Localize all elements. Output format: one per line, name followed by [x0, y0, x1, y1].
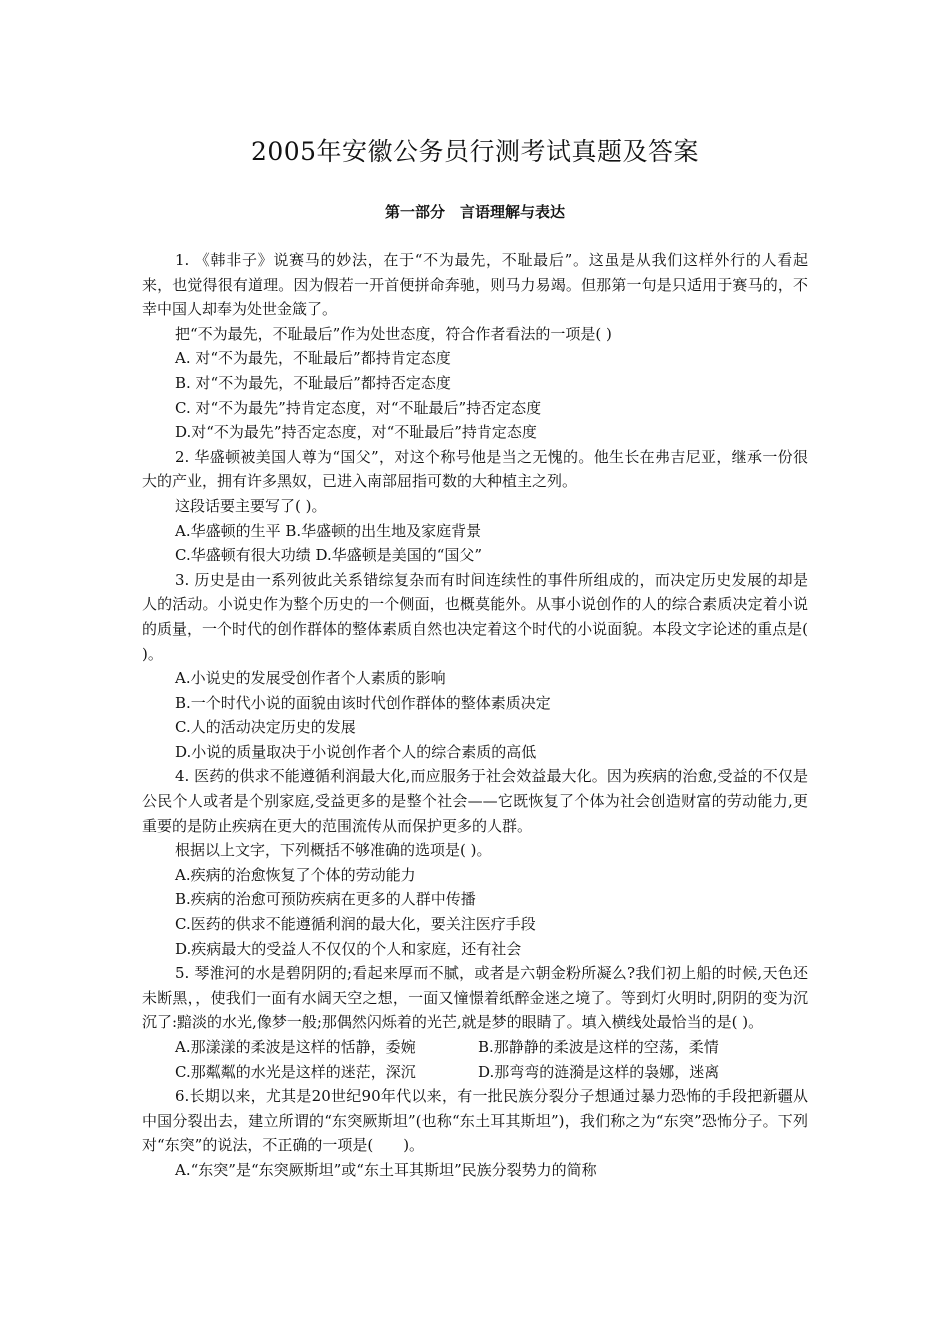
question-3-option-b: B.一个时代小说的面貌由该时代创作群体的整体素质决定 — [175, 693, 551, 712]
question-4-option-b: B.疾病的治愈可预防疾病在更多的人群中传播 — [175, 890, 476, 909]
section-heading: 第一部分 言语理解与表达 — [384, 203, 565, 221]
question-1-option-d: D.对“不为最先”持否定态度，对“不耻最后”持肯定态度 — [175, 423, 537, 442]
question-5-option-c: C.那粼粼的水光是这样的迷茫，深沉 — [175, 1062, 416, 1081]
question-5-option-a: A.那漾漾的柔波是这样的恬静，委婉 — [175, 1038, 416, 1056]
question-4-passage: 4. 医药的供求不能遵循利润最大化,而应服务于社会效益最大化。因为疾病的治愈,受益的不仅是公民个人或者是个别家庭,受益更多的是整个社会——它既恢复了个体为社会创造财富的劳动能力,更重要的是防止疾病在更大的范围流传从而保护更多的人群。 — [142, 767, 808, 835]
question-1-option-c: C. 对“不为最先”持肯定态度，对“不耻最后”持否定态度 — [175, 398, 542, 417]
question-2-passage: 2. 华盛顿被美国人尊为“国父”，对这个称号他是当之无愧的。他生长在弗吉尼亚，继承一份很大的产业，拥有许多黑奴，已进入南部屈指可数的大种植主之列。 — [142, 447, 808, 491]
question-1-option-a: A. 对“不为最先，不耻最后”都持肯定态度 — [175, 349, 451, 368]
question-3-option-a: A.小说史的发展受创作者个人素质的影响 — [175, 669, 446, 688]
question-5-option-b: B.那静静的柔波是这样的空荡，柔情 — [478, 1038, 719, 1056]
question-3-option-d: D.小说的质量取决于小说创作者个人的综合素质的高低 — [175, 742, 537, 761]
question-2-prompt: 这段话要主要写了( )。 — [175, 496, 327, 515]
question-5-options-row-1 — [142, 1035, 808, 1060]
question-4-option-c: C.医药的供求不能遵循利润的最大化，要关注医疗手段 — [175, 915, 536, 934]
question-2-options-cd: C.华盛顿有很大功绩 D.华盛顿是美国的“国父” — [175, 546, 483, 565]
question-6-option-a: A.“东突”是“东突厥斯坦”或“东土耳其斯坦”民族分裂势力的简称 — [175, 1160, 597, 1179]
question-1-option-b: B. 对“不为最先，不耻最后”都持否定态度 — [175, 373, 451, 392]
question-4-prompt: 根据以上文字，下列概括不够准确的选项是( )。 — [175, 841, 492, 860]
document-body — [142, 248, 808, 1183]
question-4-option-a: A.疾病的治愈恢复了个体的劳动能力 — [175, 865, 416, 884]
question-3-passage: 3. 历史是由一系列彼此关系错综复杂而有时间连续性的事件所组成的，而决定历史发展的却是人的活动。小说史作为整个历史的一个侧面，也概莫能外。从事小说创作的人的综合素质决定着小说的质量，一个时代的创作群体的整体素质自然也决定着这个时代的小说面貌。本段文字论述的重点是( )。 — [142, 570, 808, 663]
question-5-options-row-2 — [142, 1060, 808, 1085]
question-6-passage: 6.长期以来，尤其是20世纪90年代以来，有一批民族分裂分子想通过暴力恐怖的手段把新疆从中国分裂出去，建立所谓的“东突厥斯坦”(也称“东土耳其斯坦”)，我们称之为“东突”恐怖分子。下列对“东突”的说法，不正确的一项是( )。 — [142, 1087, 808, 1155]
question-1-passage: 1. 《韩非子》说赛马的妙法，在于“不为最先，不耻最后”。这虽是从我们这样外行的人看起来，也觉得很有道理。因为假若一开首便拼命奔驰，则马力易竭。但那第一句是只适用于赛马的，不幸中国人却奉为处世金箴了。 — [142, 251, 808, 319]
page-title: 2005年安徽公务员行测考试真题及答案 — [250, 137, 700, 166]
question-4-option-d: D.疾病最大的受益人不仅仅的个人和家庭，还有社会 — [175, 939, 522, 958]
question-5-passage: 5. 琴淮河的水是碧阴阴的;看起来厚而不腻，或者是六朝金粉所凝么?我们初上船的时候,天色还未断黑，，使我们一面有水阔天空之想，一面又憧憬着纸醉金迷之境了。等到灯火明时,阴阴的变为沉沉了:黯淡的水光,像梦一般;那偶然闪烁着的光芒,就是梦的眼睛了。填入横线处最恰当的是( )。 — [142, 964, 808, 1032]
question-3-option-c: C.人的活动决定历史的发展 — [175, 718, 356, 737]
question-5-option-d: D.那弯弯的涟漪是这样的袅娜，迷离 — [478, 1062, 720, 1081]
question-1-prompt: 把“不为最先，不耻最后”作为处世态度，符合作者看法的一项是( ) — [175, 324, 612, 343]
question-2-options-ab: A.华盛顿的生平 B.华盛顿的出生地及家庭背景 — [175, 521, 482, 540]
